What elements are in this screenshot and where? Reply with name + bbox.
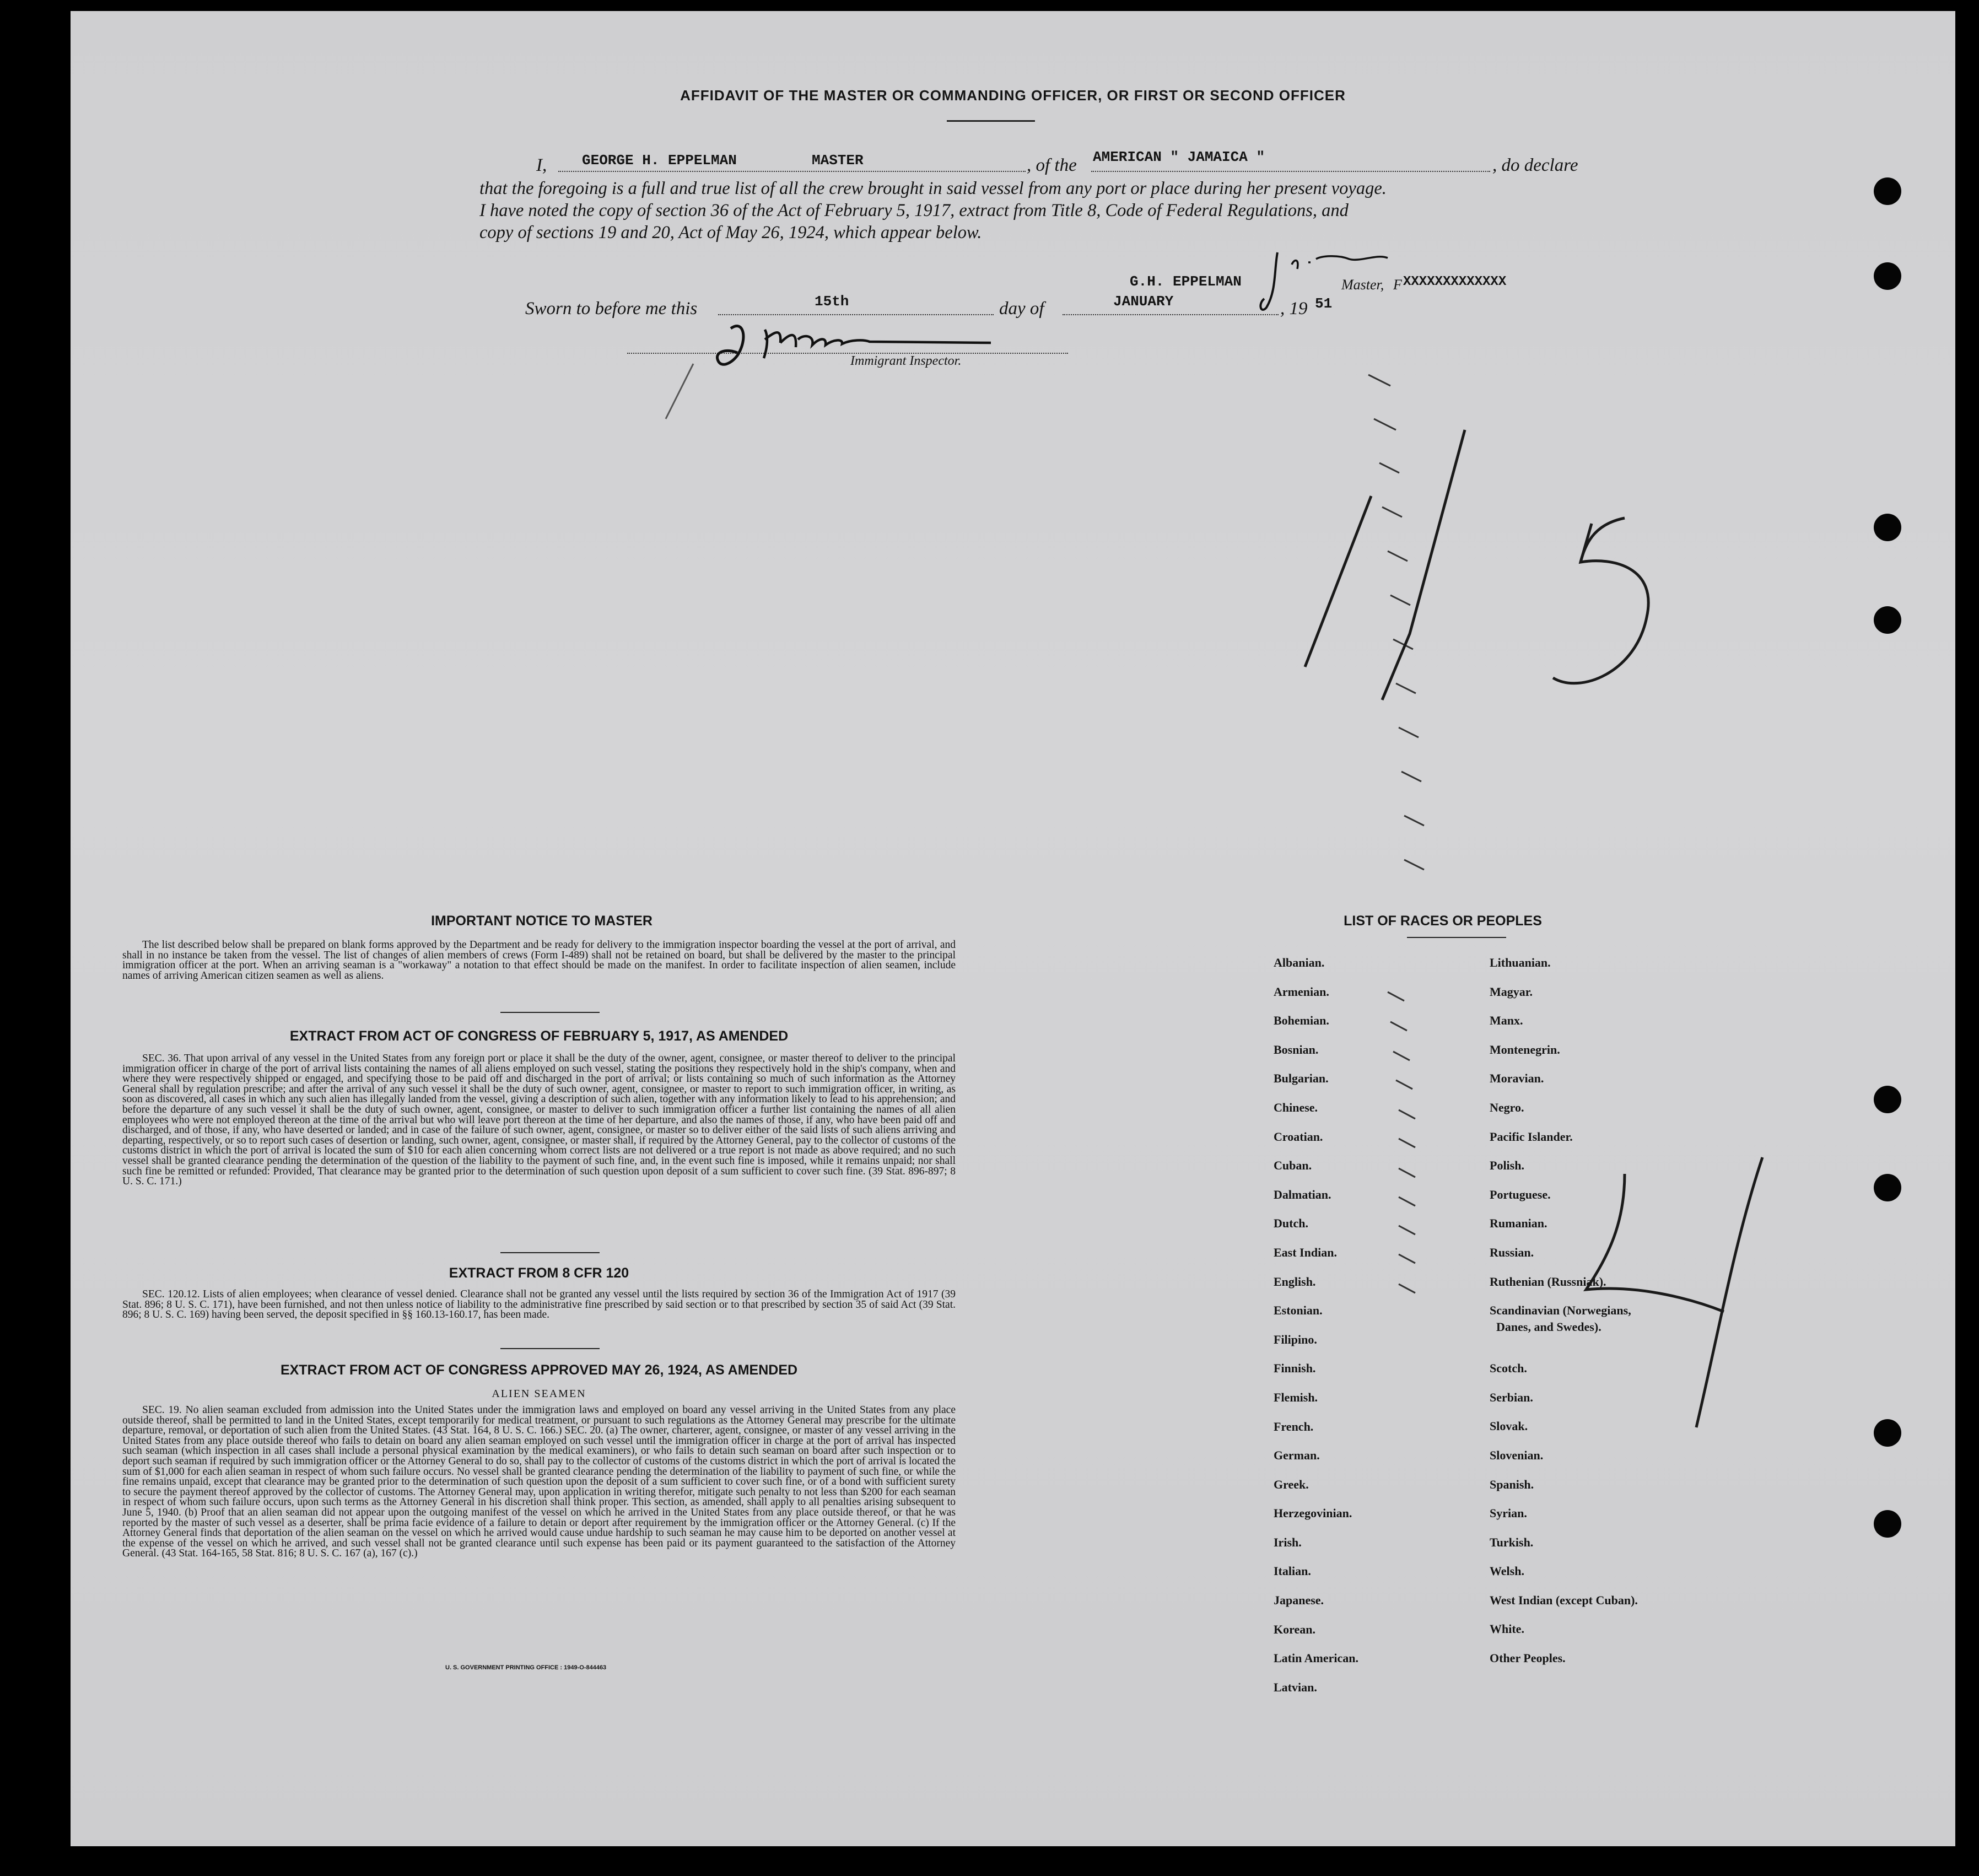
handwritten-tally-marks [71,11,1955,1846]
race-item: Estonian. [1274,1303,1323,1318]
sworn-month: JANUARY [1113,293,1174,310]
document-page [71,11,1955,1846]
race-item: Scotch. [1490,1361,1527,1376]
master-rank: MASTER [812,152,864,169]
struck-title: XXXXXXXXXXXXX [1403,274,1507,289]
race-item: Slovak. [1490,1419,1528,1433]
declaration-line-4: copy of sections 19 and 20, Act of May 26, 1924, which appear below. [479,223,982,242]
race-item: Spanish. [1490,1477,1534,1491]
sworn-label: Sworn to before me this [525,299,698,319]
race-item: Albanian. [1274,956,1325,969]
notice-text: The list described below shall be prepared on blank forms approved by the Department and be ready for delivery to the immigration inspector boarding the vessel at the port of arrival, and shall in no instance be taken from the vessel. The list of changes of alien members of crews (Form I-489) shall not be retained on board, but shall be delivered by the master to the principal immigration officer at the port. When an arriving seaman is a "workaway" a notation to that effect should be made on the manifest. In order to facilitate inspection of alien seamen, include names of arriving American citizen seamen as well as aliens. [122,939,956,982]
of-the-label: , of the [1027,155,1077,175]
race-item: Japanese. [1274,1593,1324,1608]
race-item: West Indian (except Cuban). [1490,1593,1638,1607]
cfr-heading: EXTRACT FROM 8 CFR 120 [449,1265,629,1281]
master-struck-f: F [1393,277,1402,293]
extract-1924-heading: EXTRACT FROM ACT OF CONGRESS APPROVED MAY 26, 1924, AS AMENDED [280,1362,798,1378]
inspector-label: Immigrant Inspector. [850,354,962,368]
race-item: Other Peoples. [1490,1651,1566,1665]
sworn-day: 15th [815,293,849,310]
notice-heading: IMPORTANT NOTICE TO MASTER [431,913,653,929]
extract-1917-heading: EXTRACT FROM ACT OF CONGRESS OF FEBRUARY 5, 1917, AS AMENDED [289,1028,789,1044]
race-item: Dutch. [1274,1216,1308,1231]
year-prefix: , 19 [1280,299,1308,319]
race-item: Herzegovinian. [1274,1506,1352,1521]
race-item: Bulgarian. [1274,1071,1329,1086]
race-item: French. [1274,1419,1314,1433]
race-item: Bohemian. [1274,1014,1329,1028]
declaration-line-3: I have noted the copy of section 36 of the Act of February 5, 1917, extract from Title 8, Code of Federal Regulations, and [479,201,1349,220]
race-item: Lithuanian. [1490,956,1551,969]
race-item: Manx. [1490,1014,1523,1028]
day-of-label: day of [999,299,1044,319]
race-item: Moravian. [1490,1071,1544,1086]
race-item: Finnish. [1274,1361,1316,1376]
race-item: Rumanian. [1490,1216,1547,1231]
race-item: Danes, and Swedes). [1496,1320,1601,1334]
race-item: Slovenian. [1490,1448,1544,1462]
race-item: Russian. [1490,1245,1534,1259]
extract-1917-text: SEC. 36. That upon arrival of any vessel in the United States from any foreign port or place it shall be the duty of the owner, agent, consignee, or master thereof to deliver to the principal immigration officer in charge of the port of arrival lists containing the names of all aliens employed on such vessel, stating the positions they respectively hold in the ship's company, when and where they were respectively shipped or engaged, and specifying those to be paid off and discharged in the port of arrival; or lists containing so much of such information as the Attorney General shall by regulation prescribe; and after the arrival of any such vessel it shall be the duty of such owner, agent, consignee, or master to report to such immigration officer, in writing, as soon as discovered, all cases in which any such alien has illegally landed from the vessel, giving a description of such alien, together with any information likely to lead to his apprehension; and before the departure of any such vessel it shall be the duty of such owner, agent, consignee, or master to deliver to such immigration officer a further list containing the names of all alien employees who were not employed thereon at the time of the arrival but who will leave port thereon at the time of her departure, and also the names of those, if any, who have been paid off and discharged, and of those, if any, who have deserted or landed; and in case of the failure of such owner, agent, consignee, or master so to deliver either of the said lists of such aliens arriving and departing, respectively, or so to report such cases of desertion or landing, such owner, agent, consignee, or master shall, if required by the Attorney General, pay to the collector of customs of the customs district in which the port of arrival is located the sum of $10 for each alien concerning whom correct lists are not delivered or a true report is not made as above required; and no such vessel shall be granted clearance pending the determination of the question of the liability to the payment of such fine, and, in the event such fine is imposed, while it remains unpaid; nor shall such fine be remitted or refunded: Provided, That clearance may be granted prior to the determination of such question upon deposit of a sum sufficient to cover such fine. (39 Stat. 896-897; 8 U. S. C. 171.) [122,1053,956,1188]
race-item: Armenian. [1274,984,1329,999]
cfr-text: SEC. 120.12. Lists of alien employees; when clearance of vessel denied. Clearance shall not be granted any vessel until the lists required by section 36 of the Immigration Act of 1917 (39 Stat. 896; 8 U. S. C. 171), have been furnished, and not then unless notice of liability to the administrative fine prescribed by said section or to that prescribed by section 35 of said Act (39 Stat. 896; 8 U. S. C. 169) having been served, the deposit specified in §§ 160.13-160.17, has been made. [122,1289,956,1321]
race-item: Dalmatian. [1274,1187,1331,1201]
race-item: Greek. [1274,1477,1309,1491]
race-item: Korean. [1274,1622,1315,1636]
race-item: Latin American. [1274,1651,1358,1665]
race-item: Serbian. [1490,1390,1533,1404]
sworn-year: 51 [1315,295,1333,312]
race-item: German. [1274,1448,1320,1463]
master-label: Master, [1341,277,1384,293]
race-item: Bosnian. [1274,1042,1319,1056]
master-name: GEORGE H. EPPELMAN [582,152,737,169]
race-item: Turkish. [1490,1535,1534,1549]
race-item: English. [1274,1274,1316,1289]
race-item: Welsh. [1490,1564,1524,1578]
race-item: Syrian. [1490,1506,1527,1521]
race-item: Irish. [1274,1535,1302,1549]
declare-suffix: , do declare [1492,155,1578,175]
declaration-prefix: I, [536,155,547,175]
race-item: Chinese. [1274,1100,1318,1114]
race-item: Cuban. [1274,1158,1312,1173]
race-item: Magyar. [1490,984,1533,999]
race-item: Polish. [1490,1158,1524,1173]
race-item: Flemish. [1274,1390,1318,1404]
signed-name: G.H. EPPELMAN [1130,273,1242,290]
race-item: White. [1490,1622,1524,1636]
race-item: Ruthenian (Russniak). [1490,1274,1606,1289]
race-item: East Indian. [1274,1245,1337,1259]
race-item: Latvian. [1274,1680,1317,1694]
race-item: Negro. [1490,1100,1524,1114]
declaration-line-2: that the foregoing is a full and true list of all the crew brought in said vessel from any port or place during her present voyage. [479,179,1387,198]
vessel-name: AMERICAN " JAMAICA " [1093,149,1265,165]
race-item: Portuguese. [1490,1187,1551,1201]
printer-footer: U. S. GOVERNMENT PRINTING OFFICE : 1949-O-844463 [445,1664,607,1671]
race-item: Filipino. [1274,1332,1317,1346]
race-item: Scandinavian (Norwegians, [1490,1303,1631,1318]
race-item: Italian. [1274,1564,1311,1578]
race-item: Pacific Islander. [1490,1129,1573,1144]
race-item: Montenegrin. [1490,1042,1560,1056]
affidavit-title: AFFIDAVIT OF THE MASTER OR COMMANDING OFFICER, OR FIRST OR SECOND OFFICER [680,87,1346,104]
races-heading: LIST OF RACES OR PEOPLES [1344,913,1542,929]
race-item: Croatian. [1274,1129,1323,1144]
extract-1924-text: SEC. 19. No alien seaman excluded from admission into the United States under the immigration laws and employed on board any vessel arriving in the United States from any place outside thereof, shall be permitted to land in the United States, except temporarily for medical treatment, or pursuant to such regulations as the Attorney General may prescribe for the ultimate departure, removal, or deportation of such alien from the United States. (43 Stat. 164, 8 U. S. C. 166.) SEC. 20. (a) The owner, charterer, agent, consignee, or master of any vessel arriving in the United States from any place outside thereof who fails to detain on board any alien seaman employed on such vessel until the immigration officer in charge at the port of arrival has inspected such seaman (which inspection in all cases shall include a personal physical examination by the medical examiners), or who fails to detain such seaman on board after such inspection or to deport such seaman if required by such immigration officer or the Attorney General to do so, shall pay to the collector of customs of the customs district in which the port of arrival is located the sum of $1,000 for each alien seaman in respect of whom such failure occurs. No vessel shall be granted clearance pending the determination of the liability to payment of such fine, or while the fine remains unpaid, except that clearance may be granted prior to the determination of such question upon the deposit of a sum sufficient to cover such fine, or of a bond with sufficient surety to secure the payment thereof approved by the collector of customs. The Attorney General may, upon application in writing therefor, mitigate such penalty to not less than $200 for each seaman in respect of whom such failure occurs, upon such terms as the Attorney General in his discretion shall think proper. This section, as amended, shall apply to all penalties arising subsequent to June 5, 1940. (b) Proof that an alien seaman did not appear upon the outgoing manifest of the vessel on which he arrived in the United States from any place outside thereof, or that he was reported by the master of such vessel as a deserter, shall be prima facie evidence of a failure to detain or deport after requirement by the immigration officer or the Attorney General. (c) If the Attorney General finds that deportation of the alien seaman on the vessel on which he arrived would cause undue hardship to such seaman he may cause him to be deported on another vessel at the expense of the vessel on which he arrived, and such vessel shall not be granted clearance until such expense has been paid or its payment guaranteed to the satisfaction of the Attorney General. (43 Stat. 164-165, 58 Stat. 816; 8 U. S. C. 167 (a), 167 (c).) [122,1404,956,1560]
alien-seamen-subheading: ALIEN SEAMEN [492,1388,586,1400]
